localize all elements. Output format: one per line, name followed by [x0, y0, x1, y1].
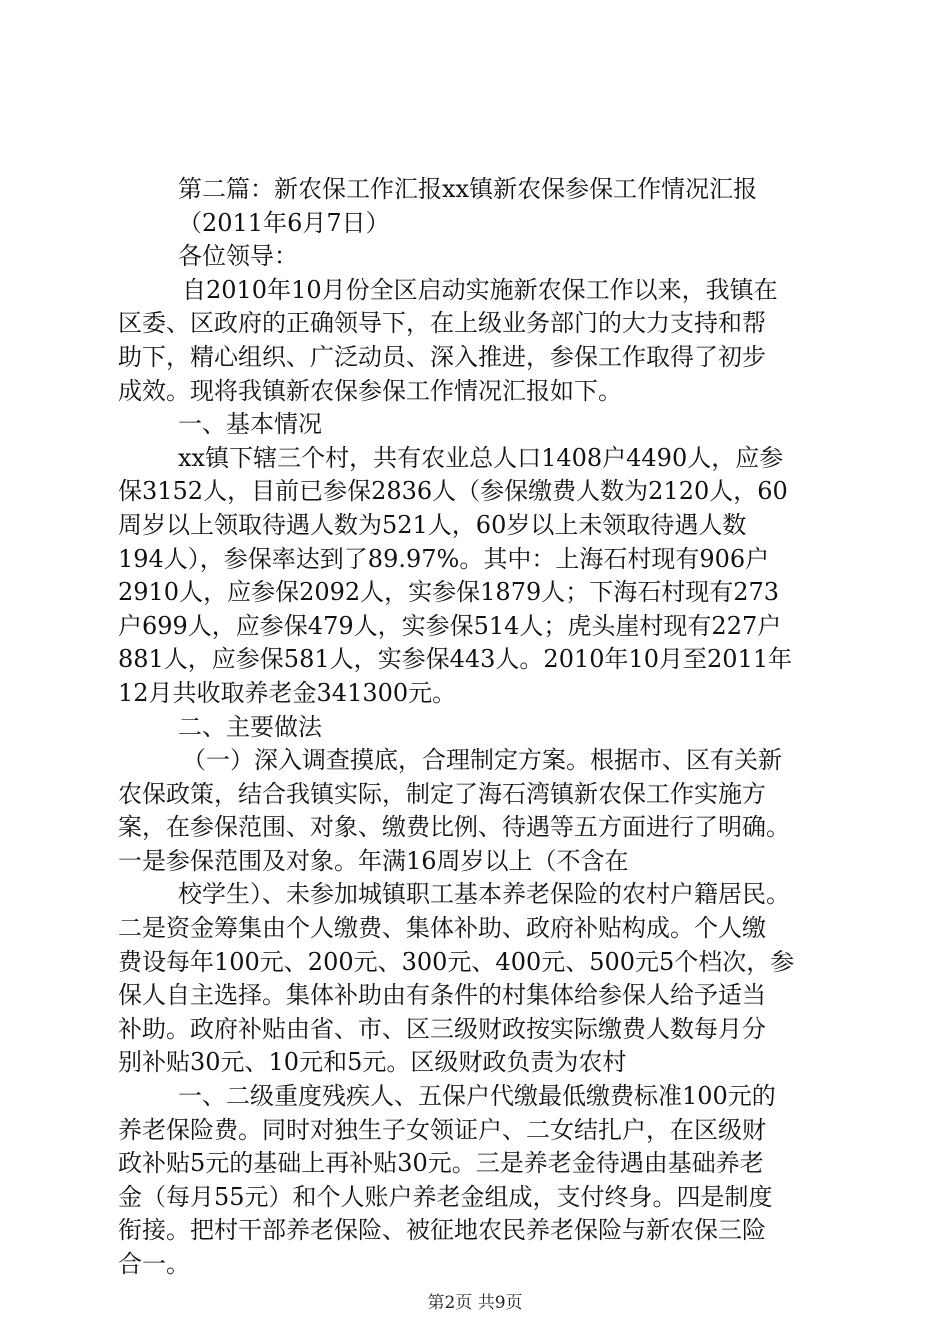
text-line: 自2010年10月份全区启动实施新农保工作以来，我镇在	[182, 275, 778, 304]
text-line: 别补贴30元、10元和5元。区级财政负责为农村	[118, 1048, 627, 1077]
text-line: 成效。现将我镇新农保参保工作情况汇报如下。	[118, 376, 622, 405]
document-body	[118, 173, 838, 1282]
text-line: xx镇下辖三个村，共有农业总人口1408户4490人，应参	[178, 443, 784, 472]
text-line: （一）深入调查摸底，合理制定方案。根据市、区有关新	[182, 746, 782, 775]
text-line: 校学生）、未参加城镇职工基本养老保险的农村户籍居民。	[178, 880, 790, 909]
text-line: 二是资金筹集由个人缴费、集体补助、政府补贴构成。个人缴	[118, 914, 766, 943]
text-line: 衔接。把村干部养老保险、被征地农民养老保险与新农保三险	[118, 1216, 766, 1245]
text-line: 合一。	[118, 1250, 190, 1278]
text-line: 保人自主选择。集体补助由有条件的村集体给参保人给予适当	[118, 981, 766, 1010]
text-line: 金（每月55元）和个人账户养老金组成，支付终身。四是制度	[118, 1182, 773, 1211]
text-line: 补助。政府补贴由省、市、区三级财政按实际缴费人数每月分	[118, 1014, 766, 1043]
text-line: 12月共收取养老金341300元。	[118, 678, 457, 707]
text-line: 一是参保范围及对象。年满16周岁以上（不含在	[118, 846, 629, 875]
text-line: 案，在参保范围、对象、缴费比例、待遇等五方面进行了明确。	[118, 813, 790, 842]
document-title: 第二篇：新农保工作汇报xx镇新农保参保工作情况汇报	[178, 175, 758, 203]
salutation: 各位领导：	[178, 242, 298, 271]
text-line: 费设每年100元、200元、300元、400元、500元5个档次，参	[118, 947, 795, 976]
text-line: 一、二级重度残疾人、五保户代缴最低缴费标准100元的	[178, 1082, 776, 1111]
text-line: 保3152人，目前已参保2836人（参保缴费人数为2120人，60	[118, 477, 788, 506]
text-line: 2910人，应参保2092人，实参保1879人；下海石村现有273	[118, 578, 780, 607]
text-line: 881人，应参保581人，实参保443人。2010年10月至2011年	[118, 645, 793, 674]
page-number-footer: 第2页 共9页	[427, 1293, 523, 1313]
section-heading: 一、基本情况	[178, 410, 322, 439]
text-line: 194人），参保率达到了89.97%。其中：上海石村现有906户	[118, 544, 770, 573]
text-line: 户699人，应参保479人，实参保514人；虎头崖村现有227户	[118, 611, 782, 640]
text-line: 助下，精心组织、广泛动员、深入推进，参保工作取得了初步	[118, 342, 766, 371]
text-line: 农保政策，结合我镇实际，制定了海石湾镇新农保工作实施方	[118, 779, 766, 808]
document-date: （2011年6月7日）	[178, 208, 390, 237]
text-line: 养老保险费。同时对独生子女领证户、二女结扎户，在区级财	[118, 1115, 766, 1144]
section-heading: 二、主要做法	[178, 712, 322, 741]
text-line: 周岁以上领取待遇人数为521人，60岁以上未领取待遇人数	[118, 510, 747, 539]
text-line: 区委、区政府的正确领导下，在上级业务部门的大力支持和帮	[118, 309, 766, 338]
text-line: 政补贴5元的基础上再补贴30元。三是养老金待遇由基础养老	[118, 1149, 764, 1178]
